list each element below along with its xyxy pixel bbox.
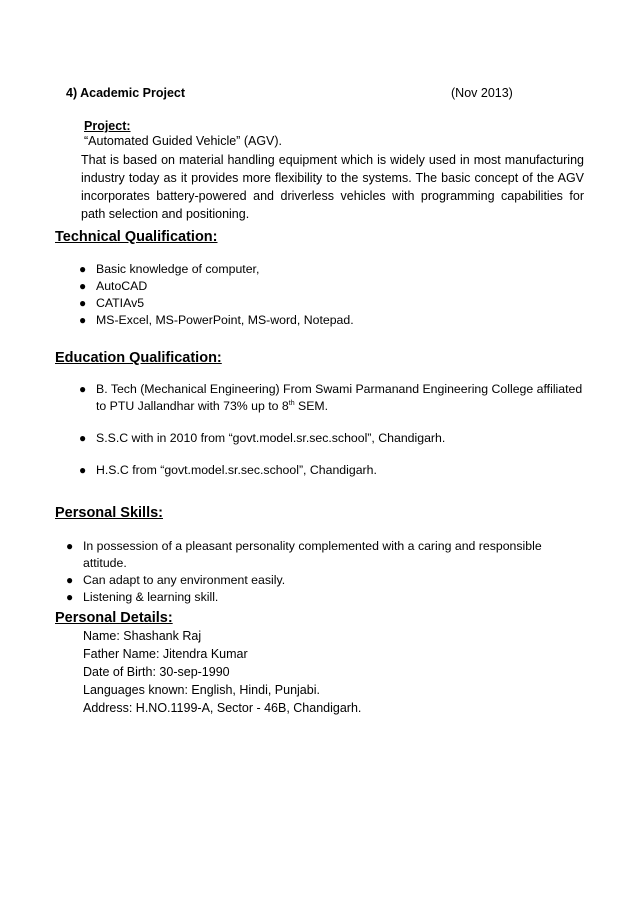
list-item: ● MS-Excel, MS-PowerPoint, MS-word, Notepad. bbox=[79, 313, 354, 327]
detail-address: Address: H.NO.1199-A, Sector - 46B, Chandigarh. bbox=[83, 701, 362, 715]
skills-list bbox=[66, 538, 588, 606]
list-item: ● In possession of a pleasant personality complemented with a caring and responsible attitude. bbox=[66, 539, 542, 570]
bullet-icon: ● bbox=[66, 590, 74, 604]
list-item: ● B. Tech (Mechanical Engineering) From Swami Parmanand Engineering College affiliated to PTU Jallandhar with 73% up to 8th SEM. bbox=[79, 382, 583, 413]
personal-heading: Personal Details: bbox=[55, 610, 173, 626]
education-heading: Education Qualification: bbox=[55, 350, 222, 366]
personal-details bbox=[83, 627, 361, 717]
project-description: That is based on material handling equipment which is widely used in most manufacturing industry today as it provides more flexibility to the systems. The basic concept of the AGV incorporates battery-powered and driverless vehicles with programming capabilities for path selection and positioning. bbox=[81, 153, 584, 221]
project-label: Project: bbox=[84, 119, 131, 133]
bullet-icon: ● bbox=[79, 313, 87, 327]
bullet-icon: ● bbox=[79, 382, 87, 396]
list-item: ● AutoCAD bbox=[79, 279, 148, 293]
detail-languages: Languages known: English, Hindi, Punjabi. bbox=[83, 683, 320, 697]
bullet-icon: ● bbox=[79, 296, 87, 310]
list-item: ● Basic knowledge of computer, bbox=[79, 262, 260, 276]
list-item: ● H.S.C from “govt.model.sr.sec.school”, Chandigarh. bbox=[79, 463, 377, 477]
education-list bbox=[79, 381, 591, 494]
detail-name: Name: Shashank Raj bbox=[83, 629, 202, 643]
skills-heading: Personal Skills: bbox=[55, 505, 163, 521]
list-item: ● S.S.C with in 2010 from “govt.model.sr.sec.school”, Chandigarh. bbox=[79, 431, 446, 445]
project-heading: 4) Academic Project bbox=[66, 86, 186, 100]
technical-heading: Technical Qualification: bbox=[55, 229, 218, 245]
list-item: ● Can adapt to any environment easily. bbox=[66, 573, 286, 587]
technical-list bbox=[79, 261, 576, 329]
detail-dob: Date of Birth: 30-sep-1990 bbox=[83, 665, 230, 679]
list-item: ● Listening & learning skill. bbox=[66, 590, 219, 604]
bullet-icon: ● bbox=[66, 539, 74, 553]
project-date: (Nov 2013) bbox=[451, 86, 513, 100]
bullet-icon: ● bbox=[66, 573, 74, 587]
bullet-icon: ● bbox=[79, 279, 87, 293]
bullet-icon: ● bbox=[79, 262, 87, 276]
detail-father-name: Father Name: Jitendra Kumar bbox=[83, 647, 248, 661]
bullet-icon: ● bbox=[79, 463, 87, 477]
project-name: “Automated Guided Vehicle” (AGV). bbox=[84, 134, 283, 148]
list-item: ● CATIAv5 bbox=[79, 296, 145, 310]
bullet-icon: ● bbox=[79, 431, 87, 445]
